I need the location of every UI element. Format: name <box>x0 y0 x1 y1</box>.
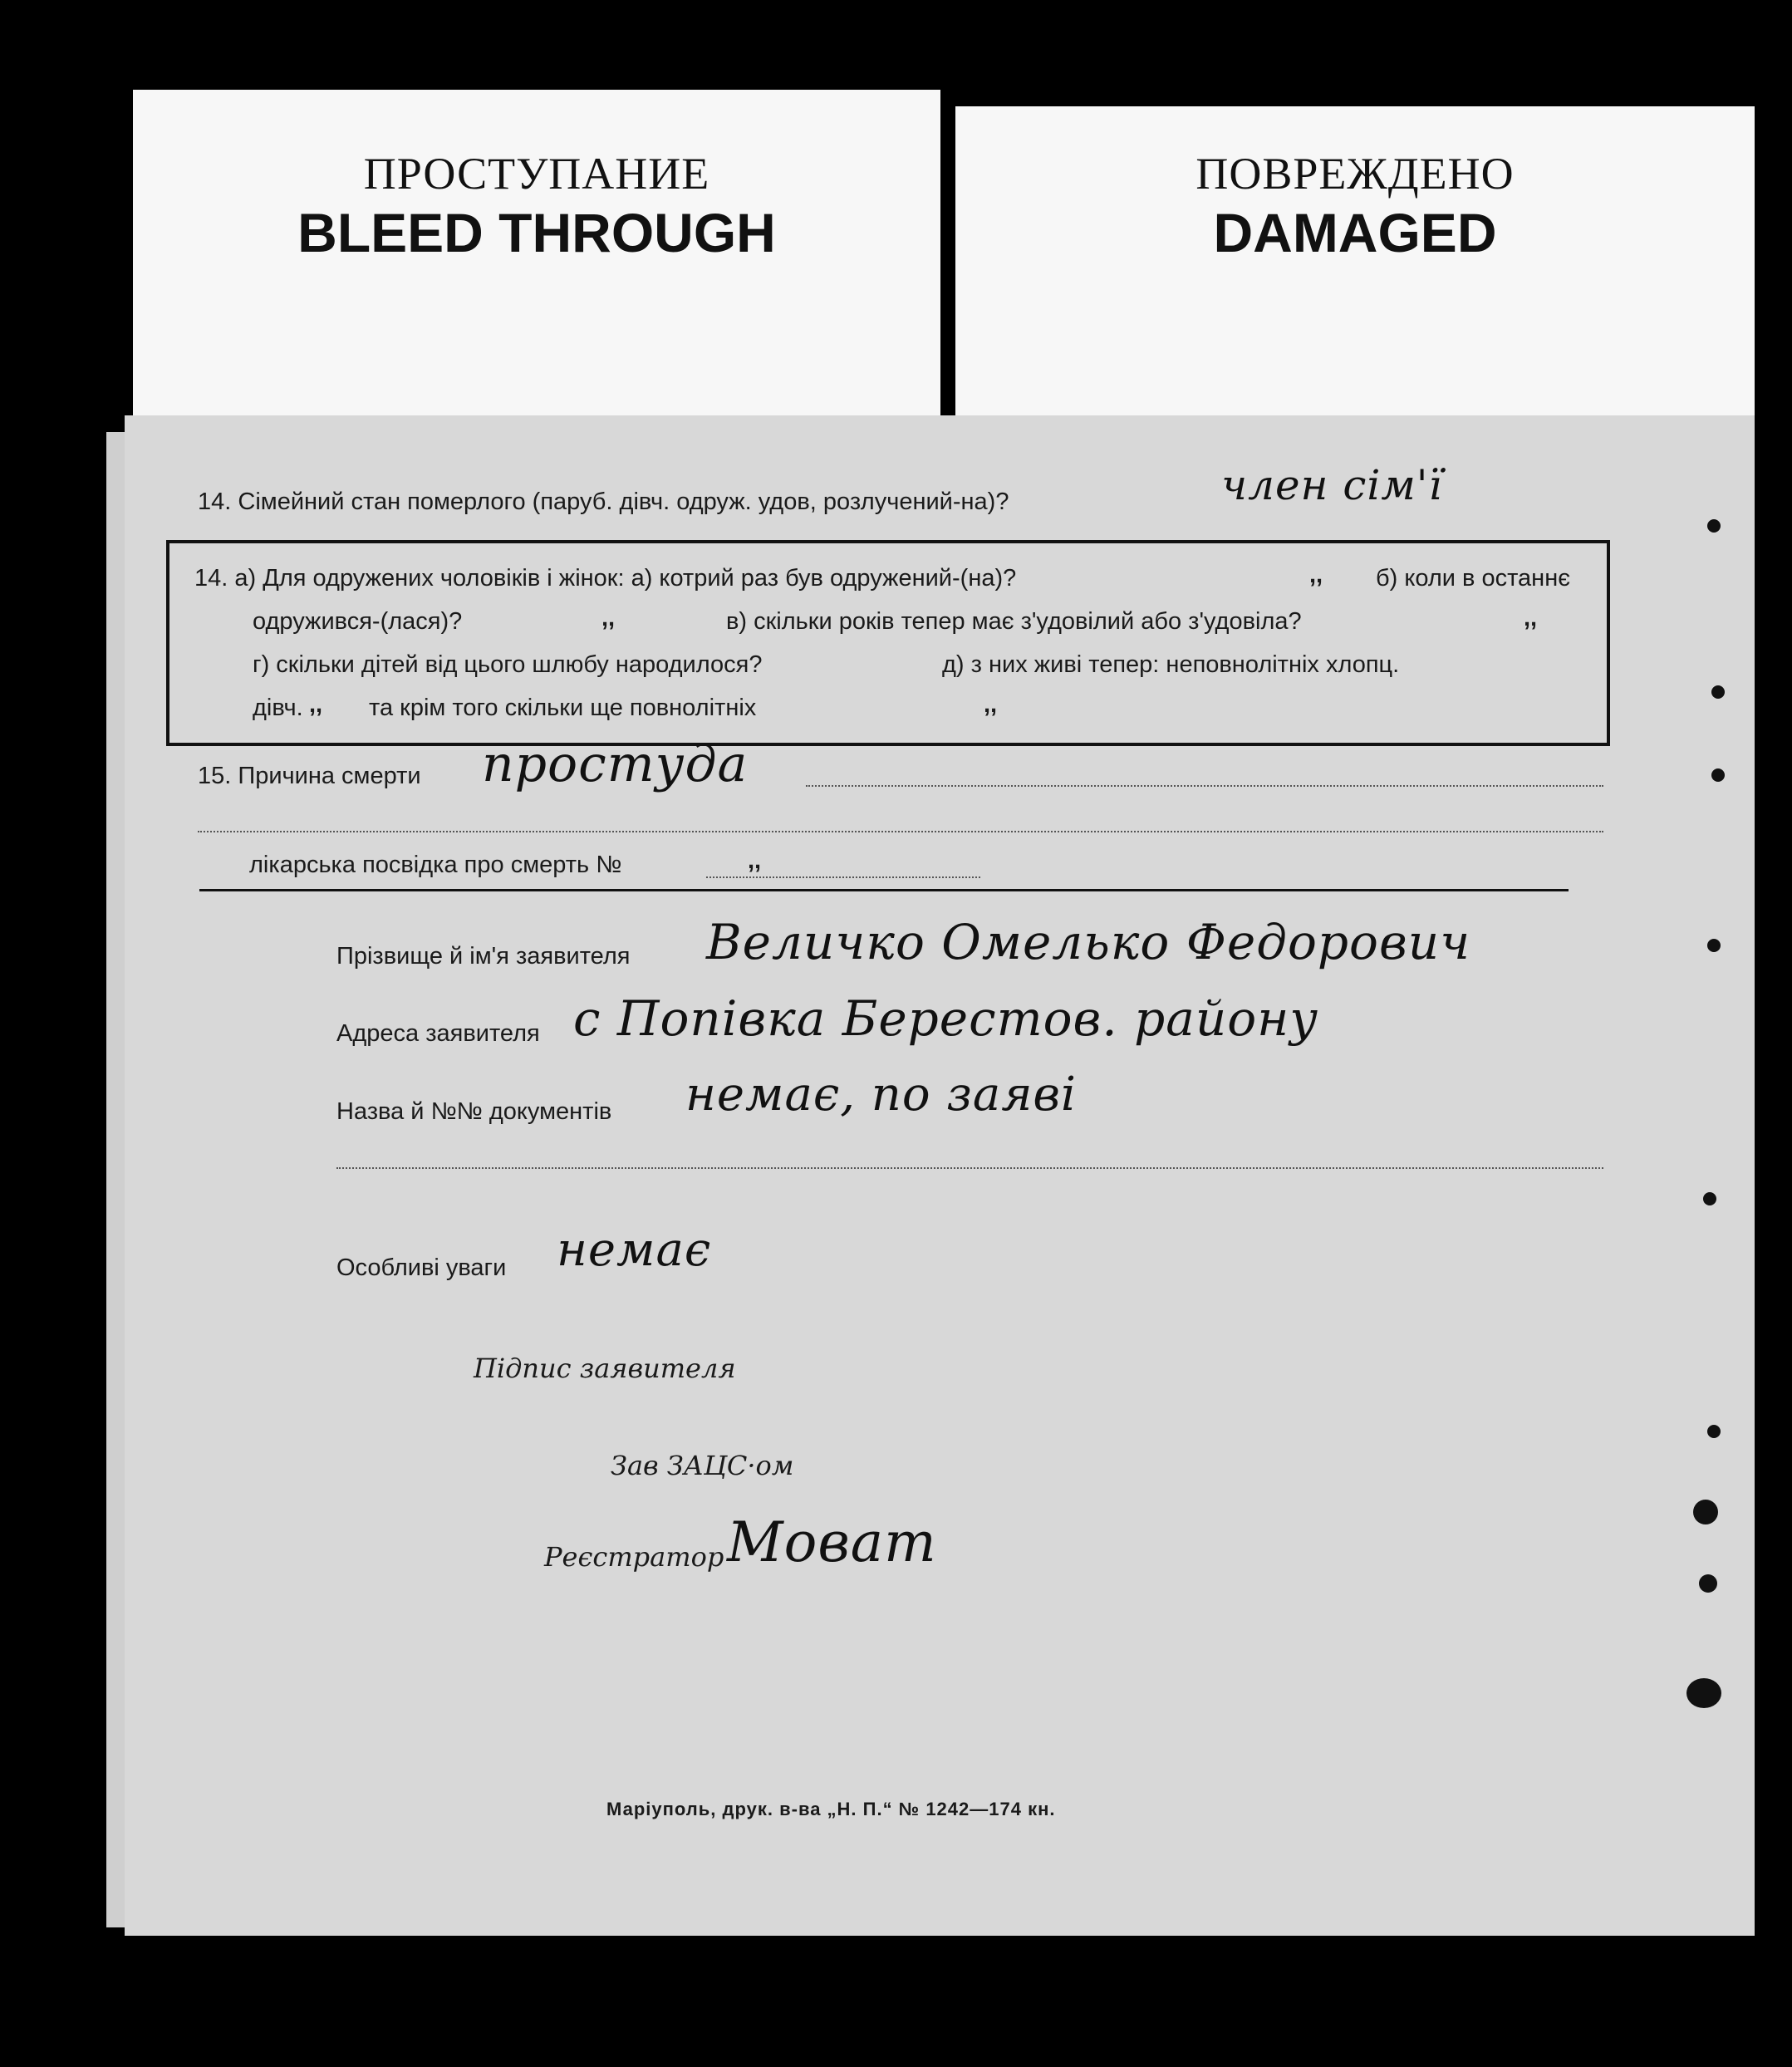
punch-hole <box>1707 519 1721 533</box>
dotted-line <box>706 876 980 878</box>
medical-certificate-label: лікарська посвідка про смерть № <box>249 852 622 878</box>
printer-footer: Маріуполь, друк. в-ва „Н. П.“ № 1242—174 кн. <box>606 1799 1056 1819</box>
punch-hole <box>1711 685 1725 699</box>
cause-of-death-answer: простуда <box>482 735 749 793</box>
box-mark-1: ,, <box>1309 562 1323 588</box>
punch-hole <box>1707 1425 1721 1438</box>
marital-status-label: 14. Сімейний стан померлого (паруб. дівч. одруж. удов, розлучений-на)? <box>198 489 1009 515</box>
box-line4-b: та крім того скільки ще повнолітніх <box>369 695 757 721</box>
box-line1-a: 14. а) Для одружених чоловіків і жінок: а) котрий раз був одружений-(на)? <box>194 565 1017 592</box>
box-line2-b: в) скільки років тепер має з'удовілий або з'удовіла? <box>726 608 1302 635</box>
box-line1-b: б) коли в останнє <box>1376 565 1571 592</box>
punch-hole <box>1703 1192 1716 1205</box>
head-label: Зав ЗАЦС·ом <box>611 1450 794 1481</box>
box-line4-a: дівч. <box>253 695 303 721</box>
section-divider <box>199 889 1569 891</box>
dotted-line <box>806 785 1603 787</box>
punch-hole <box>1686 1678 1721 1708</box>
cause-of-death-label: 15. Причина смерти <box>198 763 421 789</box>
applicant-name-label: Прізвище й ім'я заявителя <box>336 943 631 970</box>
punch-hole <box>1711 768 1725 782</box>
death-record-form <box>125 415 1755 1936</box>
bleed-through-ru: ПРОСТУПАНИЕ <box>363 149 710 199</box>
marital-status-answer: член сім'ї <box>1221 461 1443 509</box>
registrar-signature: Моват <box>727 1510 937 1574</box>
applicant-name-value: Величко Омелько Федорович <box>706 914 1471 970</box>
box-line3-b: д) з них живі тепер: неповнолітніх хлопц. <box>942 651 1400 678</box>
punch-hole <box>1693 1500 1718 1524</box>
punch-hole <box>1699 1574 1717 1593</box>
damaged-en: DAMAGED <box>1213 202 1497 263</box>
dotted-line <box>198 831 1603 832</box>
applicant-address-label: Адреса заявителя <box>336 1020 540 1047</box>
documents-label: Назва й №№ документів <box>336 1098 612 1125</box>
documents-value: немає, по заяві <box>685 1068 1077 1122</box>
box-mark-5: ,, <box>984 691 998 718</box>
dotted-line <box>336 1167 1603 1169</box>
box-mark-2: ,, <box>601 605 616 631</box>
punch-hole <box>1707 939 1721 952</box>
box-line3-a: г) скільки дітей від цього шлюбу народилося? <box>253 651 763 678</box>
damaged-ru: ПОВРЕЖДЕНО <box>1195 149 1515 199</box>
applicant-signature-label: Підпис заявителя <box>474 1353 736 1384</box>
bleed-through-en: BLEED THROUGH <box>297 202 776 263</box>
box-mark-4: ,, <box>309 691 323 718</box>
box-line2-a: одружився-(лася)? <box>253 608 463 635</box>
box-mark-3: ,, <box>1524 605 1538 631</box>
remarks-label: Особливі уваги <box>336 1254 507 1281</box>
applicant-address-value: с Попівка Берестов. району <box>573 990 1318 1047</box>
marriage-details-box <box>166 540 1610 746</box>
medical-certificate-value: ,, <box>748 847 762 874</box>
remarks-value: немає <box>557 1223 712 1277</box>
registrar-label: Реєстратор <box>544 1541 724 1573</box>
